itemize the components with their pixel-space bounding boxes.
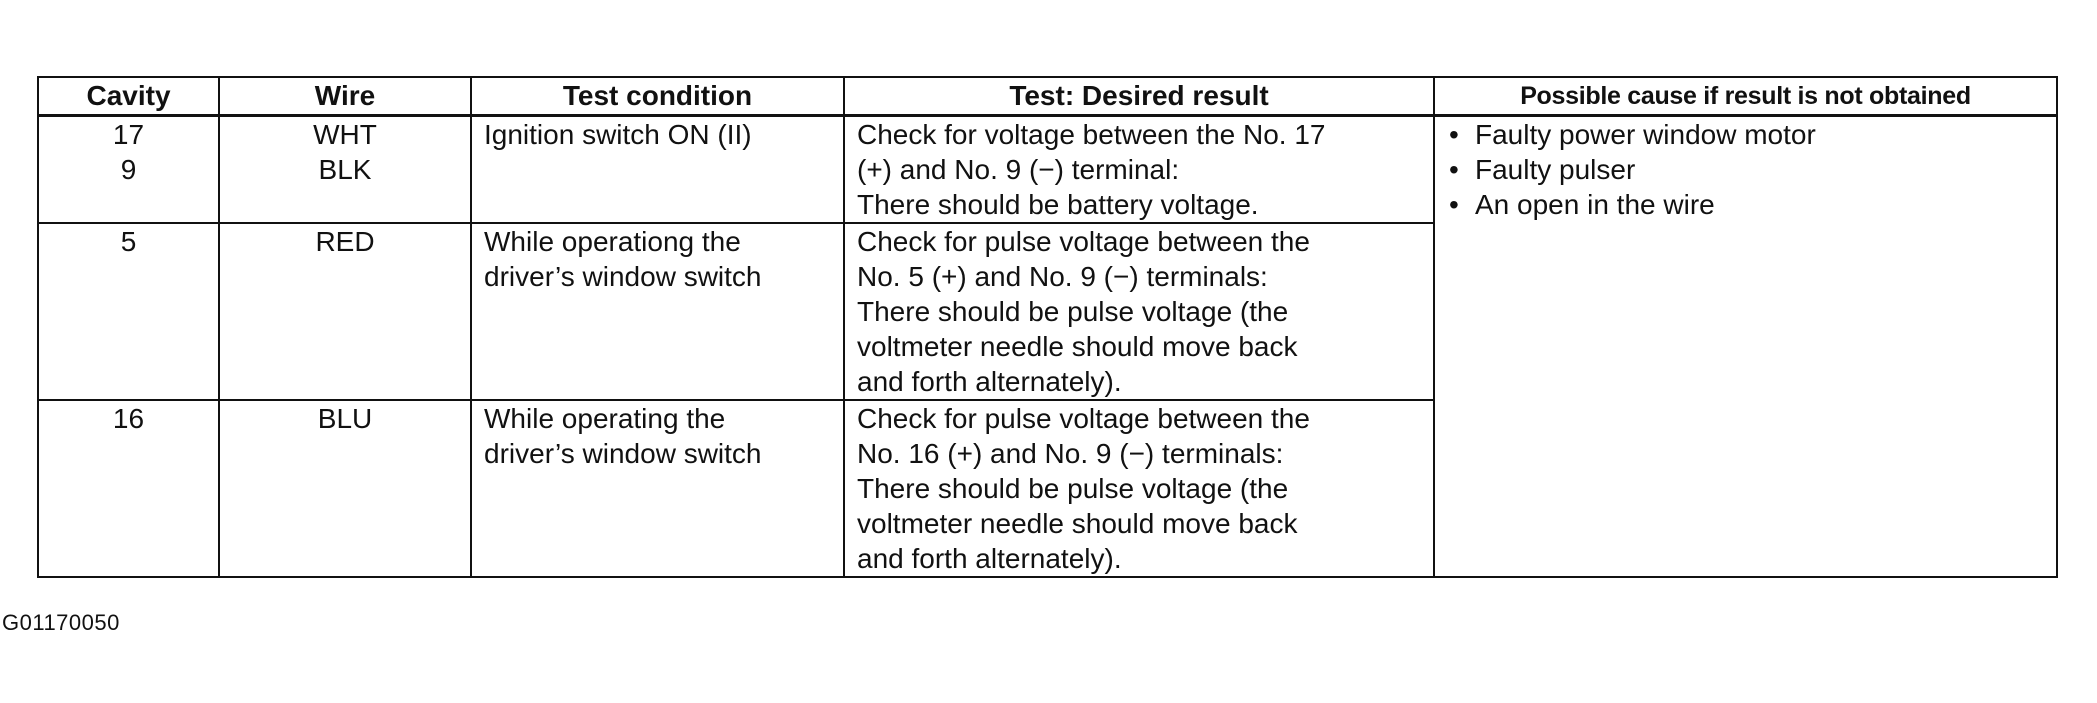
cavity-value: 9 [120,154,137,185]
desired-result-text: Check for pulse voltage between the [857,403,1310,434]
test-condition-text: driver’s window switch [484,438,762,469]
desired-result-text: Check for voltage between the No. 17 [857,119,1326,150]
test-condition-cell [471,400,844,577]
header-desired-result: Test: Desired result [844,77,1434,116]
desired-result-text: voltmeter needle should move back [857,331,1298,362]
desired-result-cell [844,116,1434,224]
cause-item: • Faulty pulser [1447,152,2044,187]
wire-cell [219,116,471,224]
desired-result-text: and forth alternately). [857,543,1122,574]
test-condition-cell [471,223,844,400]
desired-result-cell [844,223,1434,400]
figure-id: G01170050 [2,610,120,635]
wire-cell: BLU [219,400,471,577]
test-condition-text: While operating the [484,403,726,434]
header-row [38,77,2057,116]
cause-item: • An open in the wire [1447,187,2044,222]
desired-result-text: (+) and No. 9 (−) terminal: [857,154,1180,185]
test-condition-text: driver’s window switch [484,261,762,292]
wire-value: WHT [313,119,377,150]
test-condition-text: While operationg the [484,226,741,257]
desired-result-text: voltmeter needle should move back [857,508,1298,539]
desired-result-text: There should be pulse voltage (the [857,473,1289,504]
diagnostic-table [37,76,2058,578]
cause-item: • Faulty power window motor [1447,117,2044,152]
test-condition-text: Ignition switch ON (II) [484,119,752,150]
desired-result-text: No. 5 (+) and No. 9 (−) terminals: [857,261,1268,292]
desired-result-text: Check for pulse voltage between the [857,226,1310,257]
header-possible-cause: Possible cause if result is not obtained [1434,77,2057,116]
test-condition-cell [471,116,844,224]
cavity-cell: 5 [38,223,219,400]
header-wire: Wire [219,77,471,116]
cavity-cell [38,116,219,224]
desired-result-text: and forth alternately). [857,366,1122,397]
desired-result-text: There should be battery voltage. [857,189,1259,220]
wire-cell: RED [219,223,471,400]
desired-result-text: There should be pulse voltage (the [857,296,1289,327]
cause-list [1447,117,2044,222]
cavity-value: 17 [112,119,145,150]
possible-cause-cell [1434,116,2057,578]
header-test-condition: Test condition [471,77,844,116]
cavity-cell: 16 [38,400,219,577]
desired-result-cell [844,400,1434,577]
wire-value: BLK [318,154,372,185]
header-cavity: Cavity [38,77,219,116]
desired-result-text: No. 16 (+) and No. 9 (−) terminals: [857,438,1284,469]
table-row [38,116,2057,224]
